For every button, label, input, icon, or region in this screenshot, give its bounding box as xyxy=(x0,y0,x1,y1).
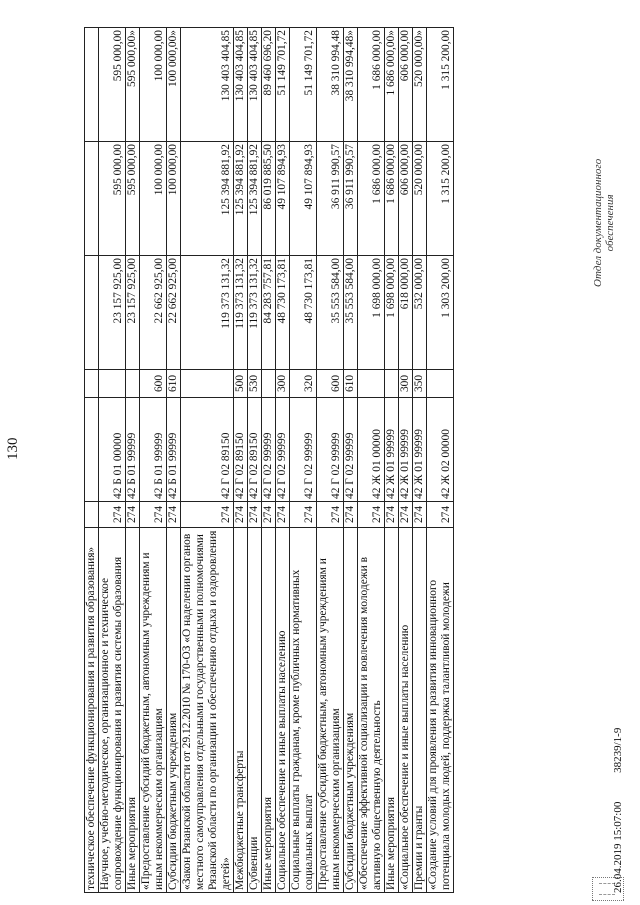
row-target-article: 42 Г 02 99999 xyxy=(290,398,317,502)
table-row xyxy=(385,28,399,893)
row-ved-code: 274 xyxy=(317,502,344,528)
row-amount-year2: 1 686 000,00 xyxy=(385,142,399,256)
row-expense-type xyxy=(85,370,99,398)
row-amount-year1 xyxy=(85,256,99,370)
row-name: Иные мероприятия xyxy=(126,528,140,893)
row-expense-type: 300 xyxy=(276,370,290,398)
row-amount-year2: 1 315 200,00 xyxy=(427,142,454,256)
row-ved-code: 274 xyxy=(290,502,317,528)
row-expense-type: 600 xyxy=(140,370,167,398)
row-amount-year2: 36 911 990,57 xyxy=(317,142,344,256)
footer-registration xyxy=(612,702,624,893)
row-ved-code: 274 xyxy=(126,502,140,528)
row-expense-type: 500 xyxy=(234,370,248,398)
row-name: Социальное обеспечение и иные выплаты населению xyxy=(276,528,290,893)
row-target-article: 42 Г 02 89150 xyxy=(234,398,248,502)
row-name: «Создание условий для проявления и развития инновационного потенциала молодых людей, поддержка талантливой молодежи xyxy=(427,528,454,893)
row-amount-year1: 1 698 000,00 xyxy=(358,256,385,370)
row-ved-code: 274 xyxy=(248,502,262,528)
row-amount-year1: 532 000,00 xyxy=(413,256,427,370)
row-amount-year3 xyxy=(85,28,99,142)
row-amount-year2: 36 911 990,57 xyxy=(344,142,358,256)
footer-dept-line1: Отдел документационного xyxy=(592,158,604,287)
row-amount-year1: 22 662 925,00 xyxy=(140,256,167,370)
row-amount-year1: 119 373 131,32 xyxy=(234,256,248,370)
row-name: «Обеспечение эффективной социализации и вовлечения молодежи в активную общественную деятельность xyxy=(358,528,385,893)
row-target-article: 42 Ж 01 00000 xyxy=(358,398,385,502)
table-row xyxy=(276,28,290,893)
row-expense-type: 300 xyxy=(399,370,413,398)
row-expense-type: 600 xyxy=(317,370,344,398)
row-target-article: 42 Г 02 89150 xyxy=(181,398,234,502)
row-target-article: 42 Г 02 99999 xyxy=(344,398,358,502)
row-target-article: 42 Б 01 99999 xyxy=(167,398,181,502)
row-ved-code: 274 xyxy=(344,502,358,528)
row-name: Субвенции xyxy=(248,528,262,893)
row-amount-year1: 48 730 173,81 xyxy=(290,256,317,370)
row-ved-code: 274 xyxy=(276,502,290,528)
row-expense-type: 530 xyxy=(248,370,262,398)
row-amount-year3: 595 000,00» xyxy=(126,28,140,142)
row-expense-type: 610 xyxy=(344,370,358,398)
footer-doc-id: 38239/1-9 xyxy=(612,727,624,773)
row-expense-type xyxy=(181,370,234,398)
table-row xyxy=(290,28,317,893)
row-amount-year1: 48 730 173,81 xyxy=(276,256,290,370)
row-amount-year2: 49 107 894,93 xyxy=(276,142,290,256)
row-name: Научное, учебно-методическое, организационное и техническое сопровождение функционирования и развития системы образования xyxy=(99,528,126,893)
row-amount-year3: 51 149 701,72 xyxy=(290,28,317,142)
row-target-article: 42 Г 02 99999 xyxy=(276,398,290,502)
row-amount-year3: 89 460 696,20 xyxy=(262,28,276,142)
row-ved-code: 274 xyxy=(358,502,385,528)
row-amount-year2: 595 000,00 xyxy=(99,142,126,256)
row-name: Предоставление субсидий бюджетным, автономным учреждениям и иным некоммерческим организациям xyxy=(317,528,344,893)
row-amount-year3: 130 403 404,85 xyxy=(248,28,262,142)
row-ved-code: 274 xyxy=(262,502,276,528)
row-ved-code: 274 xyxy=(234,502,248,528)
row-name: Иные мероприятия xyxy=(385,528,399,893)
row-amount-year1: 84 283 757,81 xyxy=(262,256,276,370)
table-row xyxy=(99,28,126,893)
row-amount-year1: 618 000,00 xyxy=(399,256,413,370)
row-amount-year3: 1 315 200,00 xyxy=(427,28,454,142)
table-row xyxy=(344,28,358,893)
row-target-article: 42 Г 02 99999 xyxy=(317,398,344,502)
row-amount-year1: 1 698 000,00 xyxy=(385,256,399,370)
page-number: 130 xyxy=(5,437,21,460)
row-amount-year2: 86 019 885,50 xyxy=(262,142,276,256)
row-target-article: 42 Б 01 99999 xyxy=(140,398,167,502)
row-name: Иные мероприятия xyxy=(262,528,276,893)
row-name: Премии и гранты xyxy=(413,528,427,893)
table-row xyxy=(317,28,344,893)
row-amount-year3: 606 000,00 xyxy=(399,28,413,142)
row-name: Межбюджетные трансферты xyxy=(234,528,248,893)
row-amount-year2: 595 000,00 xyxy=(126,142,140,256)
table-row xyxy=(234,28,248,893)
row-name: Субсидии бюджетным учреждениям xyxy=(344,528,358,893)
row-expense-type xyxy=(385,370,399,398)
row-expense-type: 350 xyxy=(413,370,427,398)
row-amount-year2: 100 000,00 xyxy=(167,142,181,256)
row-expense-type xyxy=(427,370,454,398)
row-name: Социальные выплаты гражданам, кроме публичных нормативных социальных выплат xyxy=(290,528,317,893)
row-ved-code: 274 xyxy=(140,502,167,528)
table-row xyxy=(167,28,181,893)
table-row xyxy=(427,28,454,893)
row-amount-year2: 125 394 881,92 xyxy=(181,142,234,256)
row-expense-type: 610 xyxy=(167,370,181,398)
row-amount-year3: 100 000,00 xyxy=(140,28,167,142)
row-expense-type xyxy=(126,370,140,398)
table-row xyxy=(140,28,167,893)
row-amount-year1: 35 553 584,00 xyxy=(317,256,344,370)
row-name: Субсидии бюджетным учреждениям xyxy=(167,528,181,893)
row-ved-code: 274 xyxy=(385,502,399,528)
row-amount-year3: 1 686 000,00» xyxy=(385,28,399,142)
row-ved-code: 274 xyxy=(413,502,427,528)
table-row xyxy=(358,28,385,893)
table-row xyxy=(413,28,427,893)
row-target-article: 42 Ж 01 99999 xyxy=(399,398,413,502)
row-amount-year2 xyxy=(85,142,99,256)
row-amount-year2: 125 394 881,92 xyxy=(248,142,262,256)
row-expense-type: 320 xyxy=(290,370,317,398)
budget-table xyxy=(84,27,454,893)
row-name: «Социальное обеспечение и иные выплаты населению xyxy=(399,528,413,893)
row-amount-year1: 22 662 925,00 xyxy=(167,256,181,370)
footer-department xyxy=(592,159,616,287)
row-ved-code: 274 xyxy=(167,502,181,528)
row-target-article xyxy=(85,398,99,502)
row-amount-year3: 38 310 994,48» xyxy=(344,28,358,142)
row-target-article: 42 Ж 01 99999 xyxy=(385,398,399,502)
row-target-article: 42 Г 02 99999 xyxy=(262,398,276,502)
row-amount-year3: 1 686 000,00 xyxy=(358,28,385,142)
table-row xyxy=(181,28,234,893)
row-amount-year3: 51 149 701,72 xyxy=(276,28,290,142)
row-amount-year1: 23 157 925,00 xyxy=(126,256,140,370)
table-row xyxy=(248,28,262,893)
row-expense-type xyxy=(99,370,126,398)
table-row xyxy=(262,28,276,893)
row-amount-year1: 35 553 584,00 xyxy=(344,256,358,370)
table-row xyxy=(85,28,99,893)
footer-datetime: 26.04.2019 15:07:00 xyxy=(612,801,624,893)
row-ved-code xyxy=(85,502,99,528)
row-name: «Закон Рязанской области от 29.12.2010 № 170-ОЗ «О наделении органов местного самоуправления отдельными государственными полномочиями Рязанской области по организации и обеспечению отдыха и оздоровления детей» xyxy=(181,528,234,893)
row-amount-year3: 520 000,00» xyxy=(413,28,427,142)
footer-dept-line2: обеспечения xyxy=(604,194,616,252)
row-amount-year1: 1 303 200,00 xyxy=(427,256,454,370)
row-name: техническое обеспечение функционирования и развития образования» xyxy=(85,528,99,893)
row-amount-year3: 130 403 404,85 xyxy=(234,28,248,142)
table-row xyxy=(126,28,140,893)
row-amount-year2: 125 394 881,92 xyxy=(234,142,248,256)
row-amount-year2: 1 686 000,00 xyxy=(358,142,385,256)
row-ved-code: 274 xyxy=(399,502,413,528)
row-ved-code: 274 xyxy=(99,502,126,528)
row-expense-type xyxy=(262,370,276,398)
row-amount-year2: 49 107 894,93 xyxy=(290,142,317,256)
row-amount-year1: 119 373 131,32 xyxy=(248,256,262,370)
row-target-article: 42 Ж 01 99999 xyxy=(413,398,427,502)
row-amount-year2: 520 000,00 xyxy=(413,142,427,256)
row-amount-year3: 130 403 404,85 xyxy=(181,28,234,142)
row-amount-year1: 23 157 925,00 xyxy=(99,256,126,370)
row-target-article: 42 Ж 02 00000 xyxy=(427,398,454,502)
row-amount-year3: 38 310 994,48 xyxy=(317,28,344,142)
row-amount-year1: 119 373 131,32 xyxy=(181,256,234,370)
row-amount-year3: 595 000,00 xyxy=(99,28,126,142)
row-target-article: 42 Б 01 00000 xyxy=(99,398,126,502)
row-target-article: 42 Б 01 99999 xyxy=(126,398,140,502)
row-ved-code: 274 xyxy=(181,502,234,528)
row-expense-type xyxy=(358,370,385,398)
row-name: «Предоставление субсидий бюджетным, автономным учреждениям и иным некоммерческим организациям xyxy=(140,528,167,893)
row-amount-year2: 100 000,00 xyxy=(140,142,167,256)
row-amount-year3: 100 000,00» xyxy=(167,28,181,142)
table-row xyxy=(399,28,413,893)
row-ved-code: 274 xyxy=(427,502,454,528)
row-target-article: 42 Г 02 89150 xyxy=(248,398,262,502)
row-amount-year2: 606 000,00 xyxy=(399,142,413,256)
